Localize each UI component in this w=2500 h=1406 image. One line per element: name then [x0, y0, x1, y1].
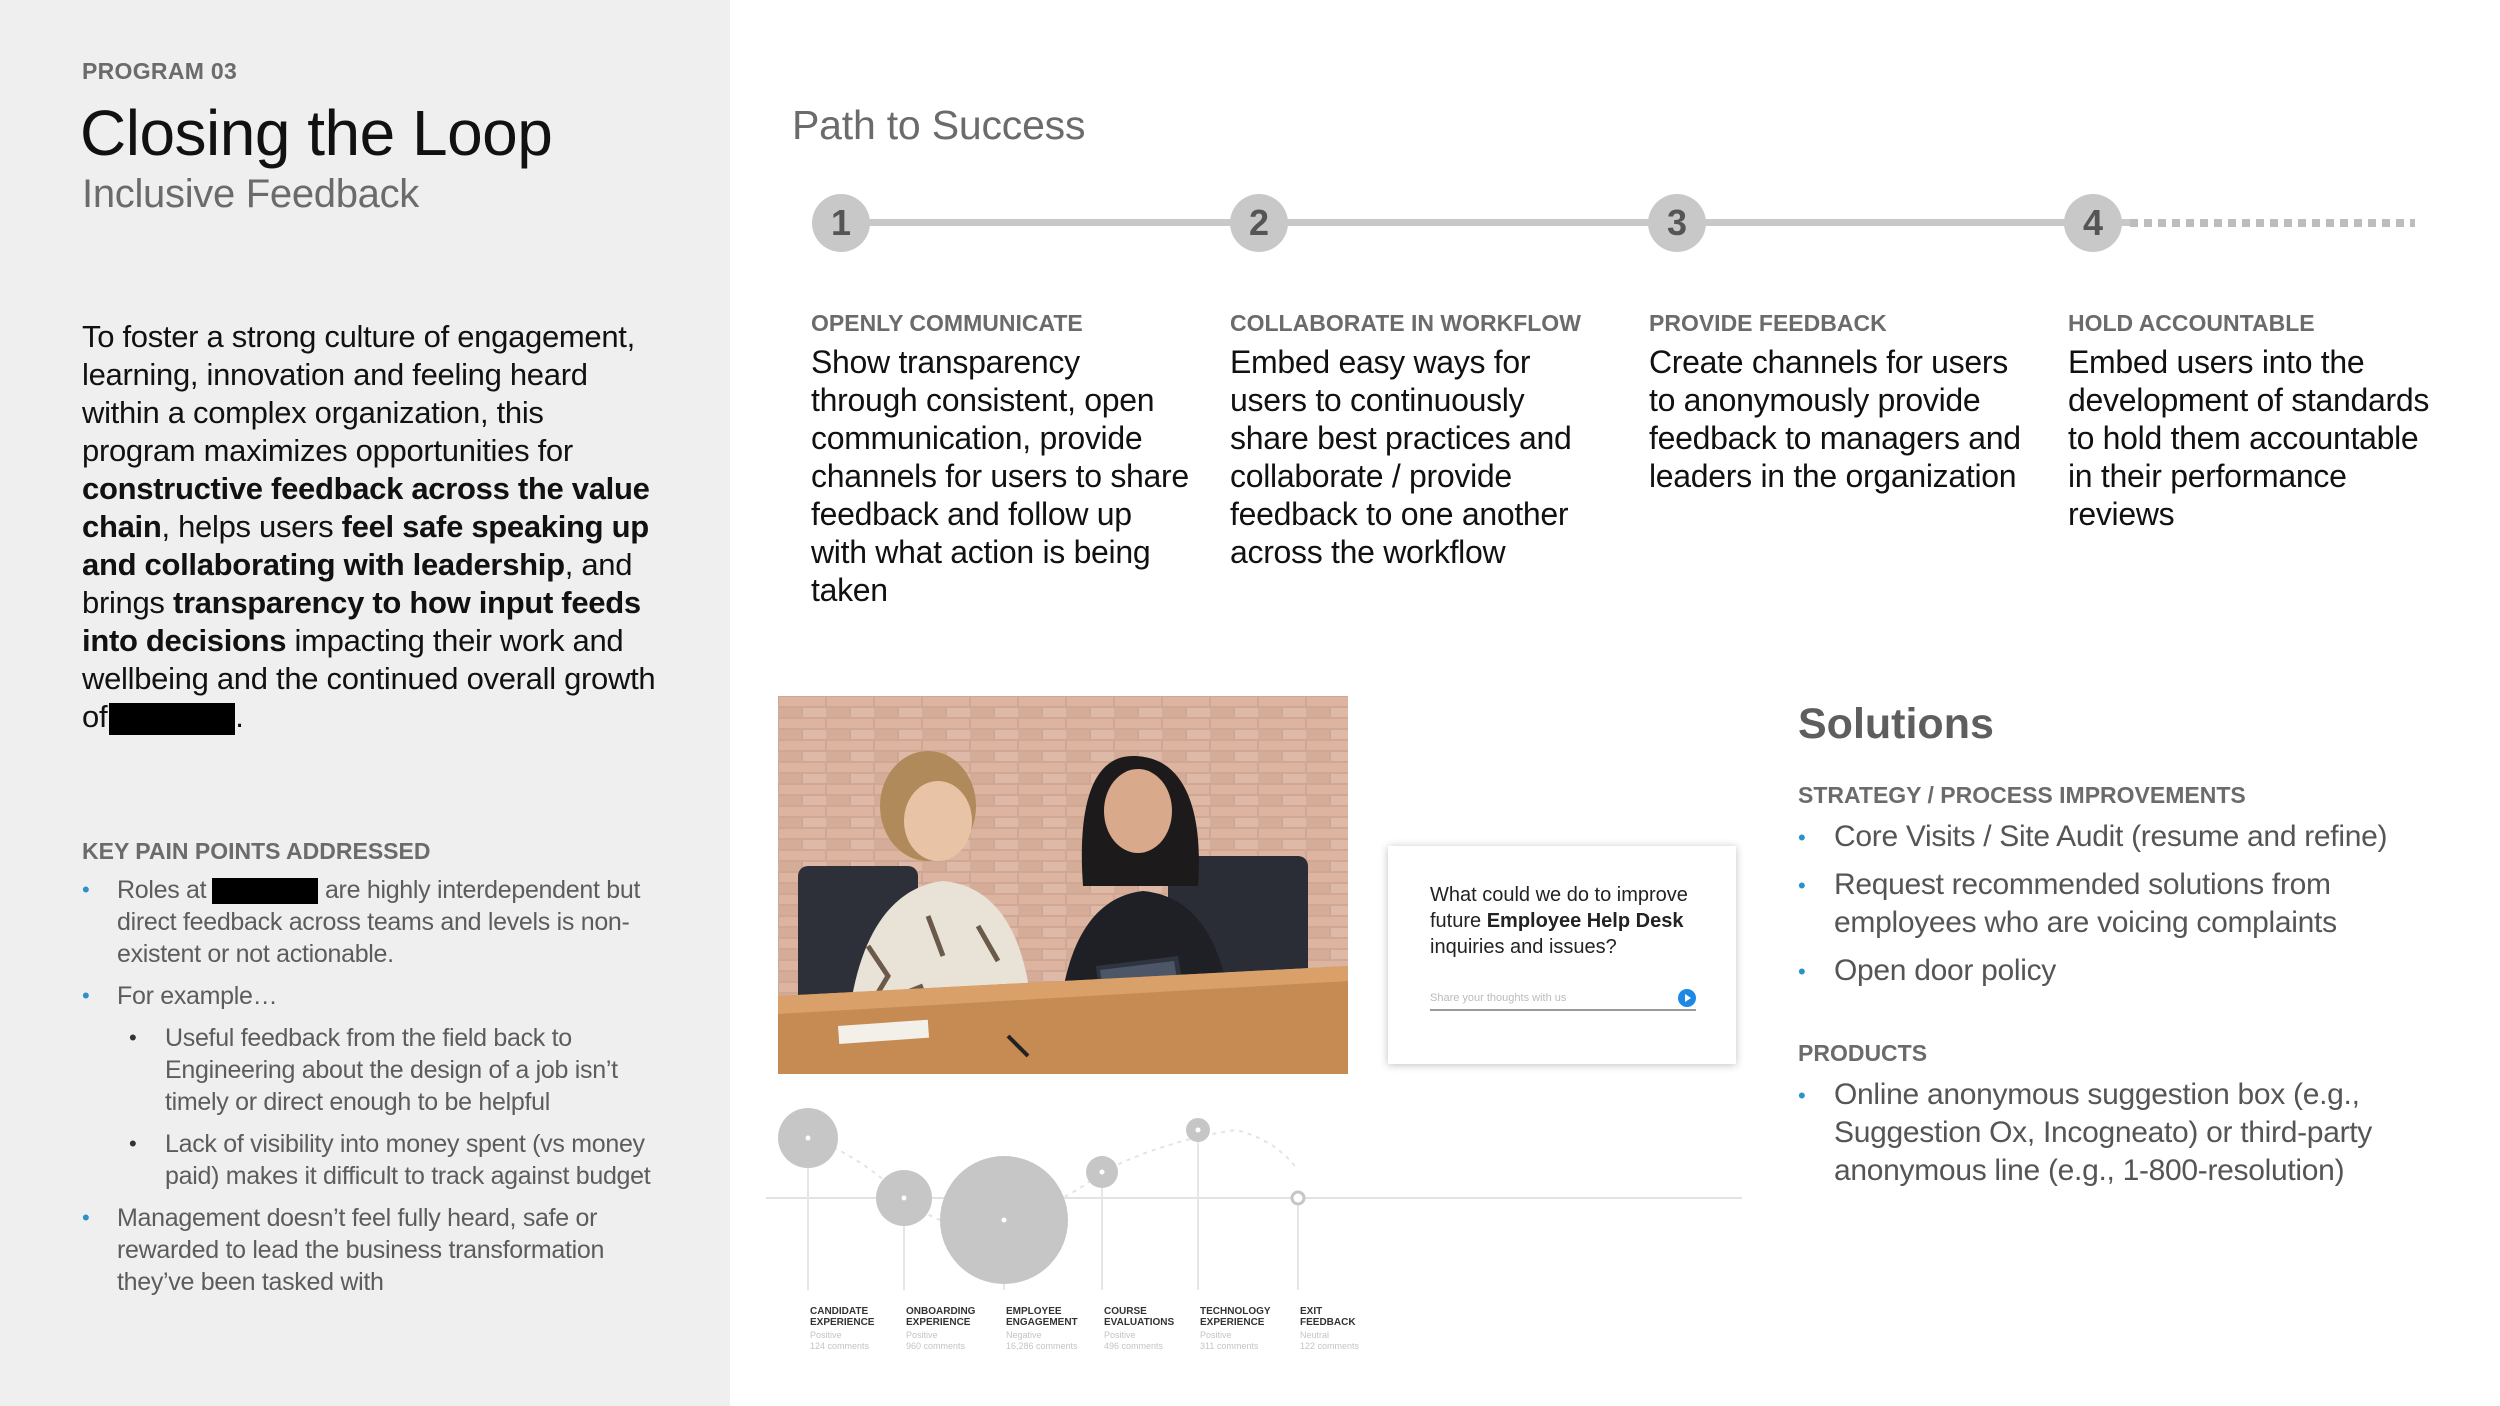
bubble-comments: 311 comments [1200, 1341, 1259, 1351]
meeting-photo [778, 696, 1348, 1074]
survey-card [1388, 846, 1736, 1064]
step-2 [1230, 310, 1610, 571]
product-item: Online anonymous suggestion box (e.g., Suggestion Ox, Incogneato) or third-party anonymous line (e.g., 1-800-resolution) [1834, 1078, 2372, 1187]
list-item [82, 1022, 682, 1118]
intro-text-2: , helps users [161, 509, 342, 544]
list-item [82, 874, 682, 970]
bubble-sentiment: Positive [906, 1330, 938, 1340]
list-item [82, 1128, 682, 1192]
bubble-sentiment: Positive [1200, 1330, 1232, 1340]
bubble-sentiment: Negative [1006, 1330, 1042, 1340]
bubble-label-line: COURSE [1104, 1306, 1147, 1317]
intro-text-5: . [235, 699, 244, 734]
bubble-label-line: TECHNOLOGY [1200, 1306, 1271, 1317]
bubble-sentiment: Positive [1104, 1330, 1136, 1340]
survey-question-pre: What could we do to improve future [1430, 884, 1688, 932]
products-list [1798, 1076, 2438, 1200]
step-body: Embed easy ways for users to continuously share best practices and collaborate / provide feedback to one another across the workflow [1230, 344, 1572, 570]
intro-text-4: impacting their work and wellbeing and the continued overall growth of [82, 623, 656, 734]
bubble-label-line: EXIT [1300, 1306, 1323, 1317]
page-subtitle: Inclusive Feedback [82, 172, 420, 216]
bubble-meta [810, 1330, 920, 1352]
bubble-meta [1300, 1330, 1410, 1352]
bullet-icon: • [1798, 873, 1806, 898]
bubble-label [810, 1306, 920, 1328]
bullet-icon: • [129, 1025, 137, 1050]
program-label: PROGRAM 03 [82, 58, 238, 84]
bubble-label [1200, 1306, 1310, 1328]
bubble-label [906, 1306, 1016, 1328]
bubble-comments: 16,286 comments [1006, 1341, 1078, 1351]
step-number-1: 1 [812, 194, 870, 252]
step-4 [2068, 310, 2448, 533]
list-item [1798, 1076, 2438, 1190]
bubble-meta [1200, 1330, 1310, 1352]
bubble-meta [906, 1330, 1016, 1352]
solutions-title: Solutions [1798, 700, 1994, 748]
bubble-label [1006, 1306, 1116, 1328]
bullet-icon: • [1798, 1083, 1806, 1108]
survey-question-bold: Employee Help Desk [1486, 910, 1684, 932]
bubble-label [1104, 1306, 1214, 1328]
pain-point-1a: Roles at [117, 876, 207, 904]
send-icon[interactable] [1678, 989, 1696, 1007]
bubble-label-line: ENGAGEMENT [1006, 1317, 1078, 1328]
strategy-list [1798, 818, 2438, 1000]
bullet-icon: • [82, 983, 90, 1008]
pain-point-1b: are highly interdependent but direct feedback across teams and levels is non-existent or not actionable. [117, 876, 641, 968]
step-number-2: 2 [1230, 194, 1288, 252]
list-item [1798, 866, 2438, 942]
products-heading: PRODUCTS [1798, 1040, 1928, 1066]
step-number-3: 3 [1648, 194, 1706, 252]
step-1 [811, 310, 1191, 609]
bubble-label-line: EMPLOYEE [1006, 1306, 1062, 1317]
bubble-label-line: CANDIDATE [810, 1306, 869, 1317]
bullet-icon: • [1798, 825, 1806, 850]
timeline-line [830, 219, 2132, 226]
bubble-comments: 122 comments [1300, 1341, 1360, 1351]
step-heading: OPENLY COMMUNICATE [811, 310, 1083, 336]
intro-bold-3: transparency to how input feeds into decisions [82, 585, 641, 658]
bubble-chart [766, 1090, 1742, 1370]
redaction-box [212, 878, 318, 904]
bubble-meta [1006, 1330, 1116, 1352]
bubble-label-line: ONBOARDING [906, 1306, 976, 1317]
path-title: Path to Success [792, 102, 1086, 148]
strategy-heading: STRATEGY / PROCESS IMPROVEMENTS [1798, 782, 2246, 808]
bubble-meta [1104, 1330, 1214, 1352]
bubble-label-line: FEEDBACK [1300, 1317, 1356, 1328]
step-body: Embed users into the development of standards to hold them accountable in their performance reviews [2068, 344, 2430, 532]
bubble-label-line: EXPERIENCE [1200, 1317, 1265, 1328]
bullet-icon: • [1798, 959, 1806, 984]
step-body: Show transparency through consistent, open communication, provide channels for users to share feedback and follow up with what action is being taken [811, 344, 1189, 608]
step-heading: COLLABORATE IN WORKFLOW [1230, 310, 1581, 336]
pain-points-list [82, 874, 682, 1308]
intro-text-3: , and brings [82, 547, 633, 620]
bubble-sentiment: Neutral [1300, 1330, 1330, 1340]
timeline-dotted-line [2130, 219, 2415, 227]
redaction-box [109, 703, 235, 735]
pain-point-2-sub-1: Useful feedback from the field back to Engineering about the design of a job isn’t timely or direct enough to be helpful [165, 1024, 618, 1116]
intro-paragraph [82, 318, 662, 736]
bubble-exit-feedback [1292, 1192, 1304, 1204]
list-item [82, 1202, 682, 1298]
pain-point-2-sub-2: Lack of visibility into money spent (vs money paid) makes it difficult to track against budget [165, 1130, 651, 1190]
pain-points-heading: KEY PAIN POINTS ADDRESSED [82, 838, 431, 864]
bubble-label [1300, 1306, 1410, 1328]
step-3 [1649, 310, 2029, 495]
step-heading: HOLD ACCOUNTABLE [2068, 310, 2315, 336]
bubble-label-line: EXPERIENCE [906, 1317, 971, 1328]
survey-question [1430, 882, 1710, 960]
list-item [1798, 818, 2438, 856]
bubble-sentiment: Positive [810, 1330, 842, 1340]
bubble-comments: 496 comments [1104, 1341, 1164, 1351]
page-title: Closing the Loop [80, 97, 553, 169]
strategy-item: Request recommended solutions from employees who are voicing complaints [1834, 868, 2337, 939]
list-item [1798, 952, 2438, 990]
list-item [82, 980, 682, 1012]
pain-point-2: For example… [117, 982, 278, 1010]
survey-input-placeholder: Share your thoughts with us [1430, 992, 1567, 1004]
pain-point-3: Management doesn’t feel fully heard, safe or rewarded to lead the business transformation they’ve been tasked with [117, 1204, 605, 1296]
timeline [800, 188, 2420, 258]
bubble-comments: 960 comments [906, 1341, 966, 1351]
step-body: Create channels for users to anonymously provide feedback to managers and leaders in the organization [1649, 344, 2021, 494]
survey-input[interactable] [1430, 991, 1696, 1011]
intro-bold-2: feel safe speaking up and collaborating with leadership [82, 509, 649, 582]
bullet-icon: • [82, 1205, 90, 1230]
step-heading: PROVIDE FEEDBACK [1649, 310, 1887, 336]
strategy-item: Core Visits / Site Audit (resume and refine) [1834, 820, 2388, 853]
bubble-label-line: EXPERIENCE [810, 1317, 875, 1328]
intro-text-1: To foster a strong culture of engagement, learning, innovation and feeling heard within a complex organization, this program maximizes opportunities for [82, 319, 635, 468]
survey-question-post: inquiries and issues? [1430, 936, 1617, 958]
bubble-comments: 124 comments [810, 1341, 870, 1351]
bullet-icon: • [82, 877, 90, 902]
left-panel [0, 0, 730, 1406]
strategy-item: Open door policy [1834, 954, 2057, 987]
bubble-label-line: EVALUATIONS [1104, 1317, 1175, 1328]
intro-bold-1: constructive feedback across the value chain [82, 471, 650, 544]
step-number-4: 4 [2064, 194, 2122, 252]
bullet-icon: • [129, 1131, 137, 1156]
